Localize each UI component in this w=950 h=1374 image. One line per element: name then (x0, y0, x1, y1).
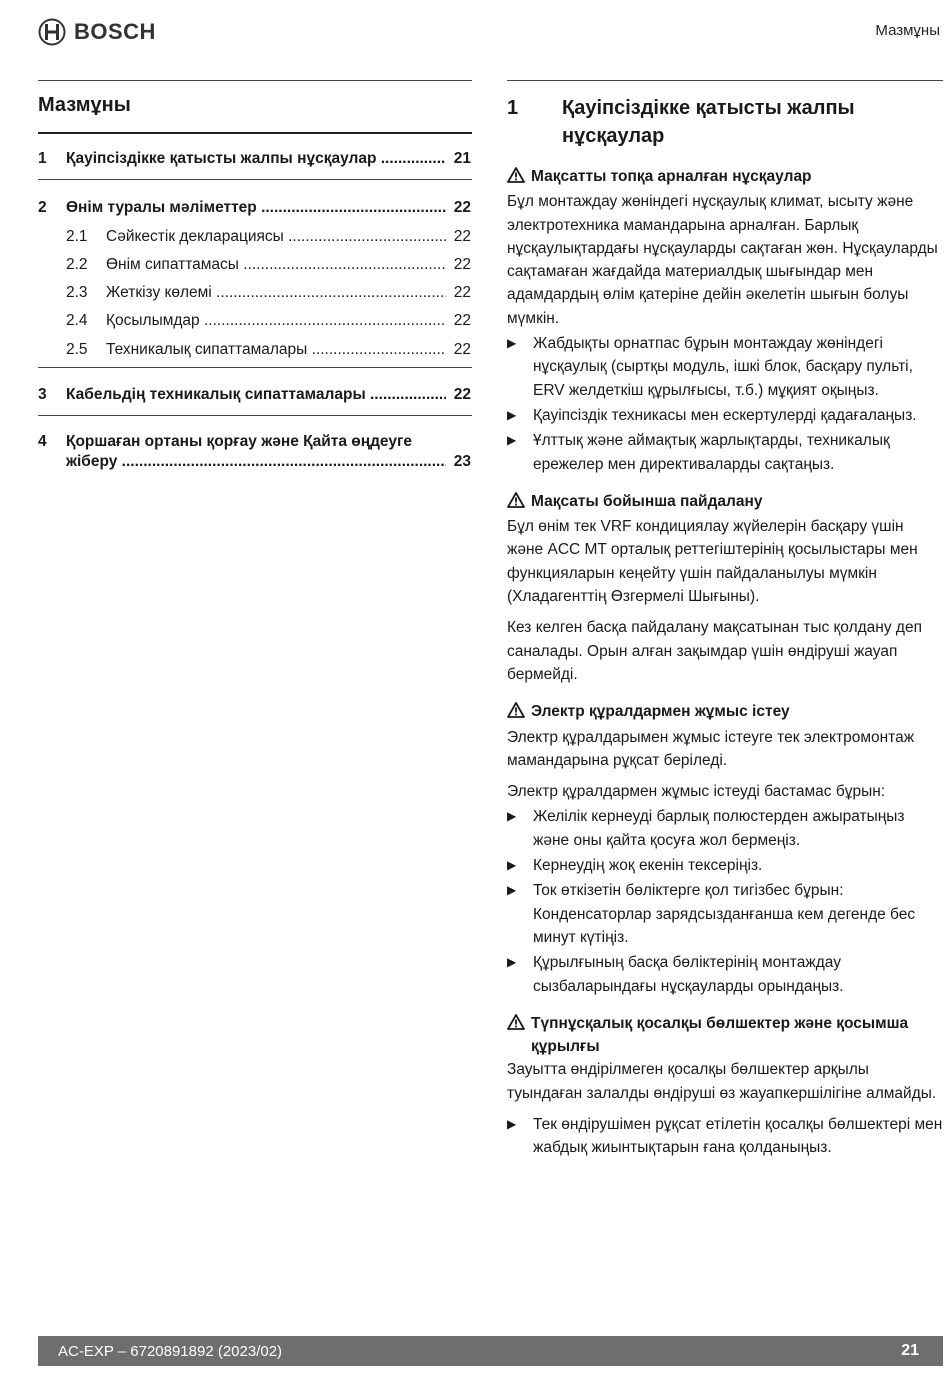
electrical-work-block (507, 700, 943, 998)
list-item: ▶ Құрылғының басқа бөліктерінің монтаждау сызбаларындағы нұсқауларды орындаңыз. (507, 951, 943, 998)
list-item: ▶ Ұлттық және аймақтық жарлықтарды, техникалық ережелер мен директиваларды сақтаңыз. (507, 429, 943, 476)
list-item: ▶ Қауіпсіздік техникасы мен ескертулерді қадағалаңыз. (507, 404, 943, 427)
toc-top-rule (38, 80, 472, 81)
toc-entry-4-line2: жіберу ..... (66, 453, 446, 471)
intended-use-heading: Мақсаты бойынша пайдалану (507, 490, 943, 515)
toc-entry-2[interactable]: 2 Өнім туралы мәліметтер ..... 22 (38, 199, 471, 217)
bullet-arrow-icon: ▶ (507, 433, 517, 448)
spare-parts-text: Зауытта өндірілмеген қосалқы бөлшектер арқылы туындаған залалды өндіруші өз жауапкершілігіне алмайды. (507, 1061, 937, 1102)
misuse-text: Кез келген басқа пайдалану мақсатынан тыс қолдану деп саналады. Орын алған зақымдар үшін өндіруші жауап бермейді. (507, 619, 922, 683)
target-group-heading: Мақсатты топқа арналған нұсқаулар (507, 165, 943, 190)
target-group-text: Бұл монтаждау жөніндегі нұсқаулық климат, ысыту және электротехника мамандарына арналған. Барлық нұсқаулықтардағы нұсқауларды сақтаған жөн. Нұсқауларды сақтамаған жағдайда материалдық шығындар мен адамдардың өлім қатеріне дейін әкелетін шығын болуы мүмкін. (507, 193, 938, 327)
toc-entry-2-3[interactable]: 2.3 Жеткізу көлемі ..... 22 (38, 284, 471, 302)
page-number: 21 (901, 1342, 919, 1359)
electrical-work-heading: Электр құралдармен жұмыс істеу (507, 700, 943, 725)
toc-entry-4-line1: Қоршаған ортаны қорғау және Қайта өңдеуге (66, 433, 413, 450)
list-item: ▶ Тек өндірушімен рұқсат етілетін қосалқы бөлшектері мен жабдық жиынтықтарын ғана қолданыңыз. (507, 1113, 943, 1160)
bullet-arrow-icon: ▶ (507, 858, 517, 873)
bullet-arrow-icon: ▶ (507, 336, 517, 351)
intended-use-block (507, 490, 943, 686)
list-item: ▶ Жабдықты орнатпас бұрын монтаждау жөніндегі нұсқаулық (сыртқы модуль, ішкі блок, басқару пульті, ERV желдеткіш құрылғысы, т.б.) мұқият оқыңыз. (507, 332, 943, 402)
intended-use-text: Бұл өнім тек VRF кондициялау жүйелерін басқару үшін және ACC MT орталық реттегіштерінің қосылыстары мен функцияларын кеңейту үшін пайдаланылуы мүмкін (Хладагенттің Өзгермелі Шығыны). (507, 518, 918, 606)
warning-icon (507, 165, 531, 190)
bullet-arrow-icon: ▶ (507, 955, 517, 970)
toc-divider (38, 179, 472, 180)
header-section-title: Мазмұны (875, 22, 940, 39)
toc-divider (38, 415, 472, 416)
list-item: ▶ Желілік кернеуді барлық полюстерден ажыратыңыз және оны қайта қосуға жол бермеңіз. (507, 805, 943, 852)
electrical-work-intro: Электр құралдармен жұмыс істеуді бастамас бұрын: (507, 783, 886, 801)
warning-icon (507, 700, 531, 725)
bullet-arrow-icon: ▶ (507, 407, 517, 422)
toc-entry-3[interactable]: 3 Кабельдің техникалық сипаттамалары ..... 22 (38, 386, 471, 404)
list-item: ▶ Кернеудің жоқ екенін тексеріңіз. (507, 854, 943, 877)
section-top-rule (507, 80, 943, 81)
document-id: AC-EXP – 6720891892 (2023/02) (58, 1342, 283, 1360)
spare-parts-heading: Түпнұсқалық қосалқы бөлшектер және қосымша құрылғы (507, 1012, 943, 1059)
bosch-logo (38, 18, 156, 46)
toc-title: Мазмұны (38, 94, 131, 116)
bullet-arrow-icon: ▶ (507, 1116, 517, 1131)
warning-icon (507, 1012, 531, 1037)
bullet-arrow-icon: ▶ (507, 883, 517, 898)
section-title: 1 Қауіпсіздікке қатысты жалпы нұсқаулар (507, 97, 855, 147)
spare-parts-block (507, 1012, 943, 1160)
toc-divider (38, 367, 472, 368)
toc-entry-2-1[interactable]: 2.1 Сәйкестік декларациясы ..... 22 (38, 228, 471, 246)
list-item: ▶ Ток өткізетін бөліктерге қол тигізбес бұрын: Конденсаторлар зарядсызданғанша кем дегенде бес минут күтіңіз. (507, 879, 943, 949)
toc-entry-1[interactable]: 1 Қауіпсіздікке қатысты жалпы нұсқаулар ..... 21 (38, 150, 471, 168)
toc-title-rule (38, 132, 472, 134)
toc-entry-2-2[interactable]: 2.2 Өнім сипаттамасы ..... 22 (38, 256, 471, 274)
toc-entry-4[interactable]: 4 Қоршаған ортаны қорғау және Қайта өңдеуге жіберу ..... 23 (38, 433, 471, 471)
warning-icon (507, 490, 531, 515)
bosch-armature-icon (38, 18, 66, 46)
page-footer (38, 1336, 943, 1366)
electrical-work-text: Электр құралдарымен жұмыс істеуге тек электромонтаж мамандарына рұқсат беріледі. (507, 728, 915, 769)
bullet-arrow-icon: ▶ (507, 809, 517, 824)
toc-entry-2-4[interactable]: 2.4 Қосылымдар ..... 22 (38, 312, 471, 330)
target-group-block (507, 165, 943, 476)
toc-entry-2-5[interactable]: 2.5 Техникалық сипаттамалары ..... 22 (38, 341, 471, 359)
section-1 (507, 94, 943, 1160)
brand-name: BOSCH (74, 19, 156, 44)
